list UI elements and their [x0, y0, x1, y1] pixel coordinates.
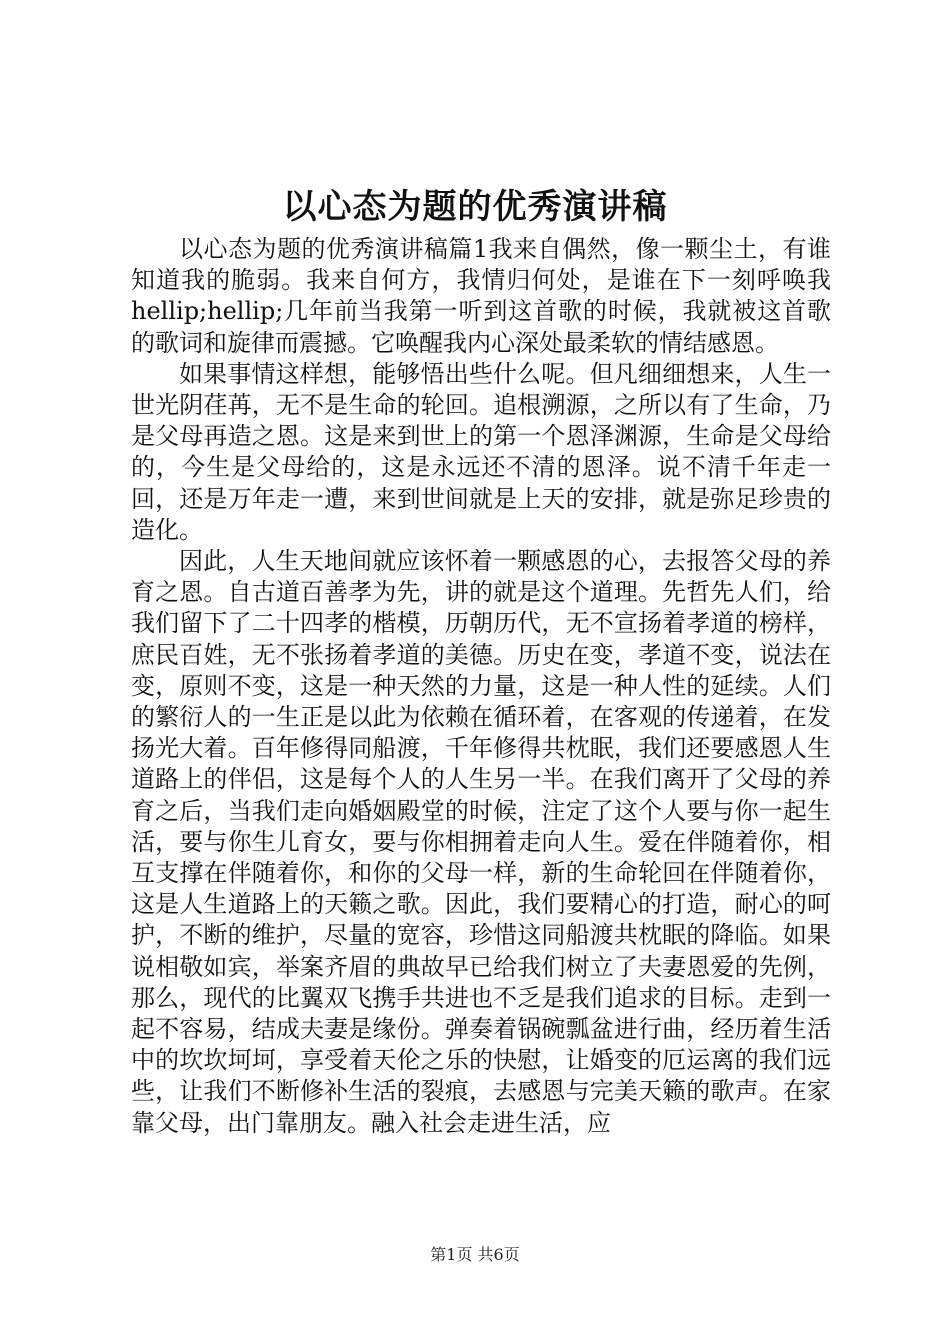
paragraph: 以心态为题的优秀演讲稿篇1我来自偶然，像一颗尘土，有谁知道我的脆弱。我来自何方，我情归何处，是谁在下一刻呼唤我hellip;hellip;几年前当我第一听到这首歌的时候，我就被这首歌的歌词和旋律而震撼。它唤醒我内心深处最柔软的情结感恩。 [131, 235, 831, 357]
paragraph: 如果事情这样想，能够悟出些什么呢。但凡细细想来，人生一世光阴荏苒，无不是生命的轮回。追根溯源，之所以有了生命，乃是父母再造之恩。这是来到世上的第一个恩泽渊源，生命是父母给的，今生是父母给的，这是永远还不清的恩泽。说不清千年走一回，还是万年走一遭，来到世间就是上天的安排，就是弥足珍贵的造化。 [131, 359, 831, 544]
document-title: 以心态为题的优秀演讲稿 [282, 187, 668, 227]
paragraph: 因此，人生天地间就应该怀着一颗感恩的心，去报答父母的养育之恩。自古道百善孝为先，讲的就是这个道理。先哲先人们，给我们留下了二十四孝的楷模，历朝历代，无不宣扬着孝道的榜样，庶民百姓，无不张扬着孝道的美德。历史在变，孝道不变，说法在变，原则不变，这是一种天然的力量，这是一种人性的延续。人们的繁衍人的一生正是以此为依赖在循环着，在客观的传递着，在发扬光大着。百年修得同船渡，千年修得共枕眠，我们还要感恩人生道路上的伴侣，这是每个人的人生另一半。在我们离开了父母的养育之后，当我们走向婚姻殿堂的时候，注定了这个人要与你一起生活，要与你生儿育女，要与你相拥着走向人生。爱在伴随着你，相互支撑在伴随着你，和你的父母一样，新的生命轮回在伴随着你，这是人生道路上的天籁之歌。因此，我们要精心的打造，耐心的呵护，不断的维护，尽量的宽容，珍惜这同船渡共枕眠的降临。如果说相敬如宾，举案齐眉的典故早已给我们树立了夫妻恩爱的先例，那么，现代的比翼双飞携手共进也不乏是我们追求的目标。走到一起不容易，结成夫妻是缘份。弹奏着锅碗瓢盆进行曲，经历着生活中的坎坎坷坷，享受着天伦之乐的快慰，让婚变的厄运离的我们远些，让我们不断修补生活的裂痕，去感恩与完美天籁的歌声。在家靠父母，出门靠朋友。融入社会走进生活，应 [131, 547, 831, 1137]
page-number-footer: 第1页 共6页 [430, 1245, 520, 1264]
document-body [131, 234, 831, 1139]
